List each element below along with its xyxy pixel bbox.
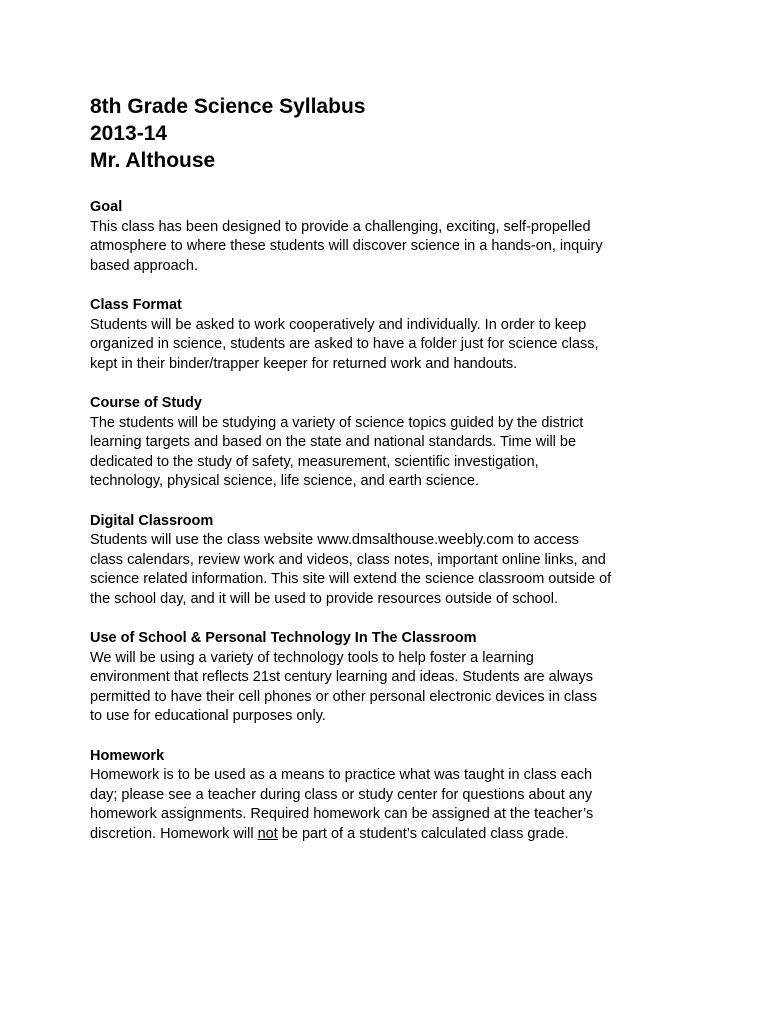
section-body (90, 531, 690, 609)
body-line: dedicated to the study of safety, measurement, scientific investigation, (90, 453, 539, 470)
body-line-final (90, 825, 690, 845)
section-heading: Course of Study (90, 395, 202, 411)
section-class-format (90, 296, 690, 374)
section-heading: Use of School & Personal Technology In The Classroom (90, 630, 477, 646)
body-line: learning targets and based on the state and national standards. Time will be (90, 434, 577, 450)
body-line: the school day, and it will be used to provide resources outside of school. (90, 590, 559, 607)
body-line: organized in science, students are asked to have a folder just for science class, (90, 336, 599, 352)
body-line: environment that reflects 21st century learning and ideas. Students are always (90, 669, 593, 685)
section-homework (90, 747, 690, 845)
section-goal (90, 198, 690, 276)
section-heading: Homework (90, 747, 165, 764)
body-line: day; please see a teacher during class or study center for questions about any (90, 786, 593, 803)
body-line: Students will use the class website www.dmsalthouse.weebly.com to access (90, 532, 579, 548)
section-body (90, 218, 690, 277)
text-before-emphasis: discretion. Homework will (90, 825, 258, 842)
body-line: homework assignments. Required homework can be assigned at the teacher’s (90, 806, 594, 822)
section-technology-use (90, 629, 690, 727)
body-line: permitted to have their cell phones or other personal electronic devices in class (90, 688, 597, 705)
body-line: We will be using a variety of technology tools to help foster a learning (90, 649, 534, 666)
body-line: Students will be asked to work cooperatively and individually. In order to keep (90, 316, 587, 333)
title-teacher: Mr. Althouse (90, 149, 216, 172)
body-line: based approach. (90, 257, 199, 274)
body-line: Homework is to be used as a means to practice what was taught in class each (90, 767, 593, 783)
syllabus-document (90, 93, 690, 864)
body-line: kept in their binder/trapper keeper for returned work and handouts. (90, 355, 518, 372)
body-line: The students will be studying a variety of science topics guided by the district (90, 414, 584, 431)
section-body (90, 766, 690, 844)
section-heading: Goal (90, 199, 123, 215)
section-body (90, 316, 690, 375)
title-year: 2013-14 (90, 122, 168, 145)
section-heading: Class Format (90, 297, 182, 313)
document-title (90, 93, 690, 174)
section-course-of-study (90, 394, 690, 492)
section-body (90, 649, 690, 727)
body-line: This class has been designed to provide a challenging, exciting, self-propelled (90, 218, 591, 235)
body-line: atmosphere to where these students will discover science in a hands-on, inquiry (90, 238, 603, 254)
title-course: 8th Grade Science Syllabus (90, 95, 366, 118)
text-after-emphasis: be part of a student’s calculated class grade. (277, 825, 569, 842)
section-body (90, 414, 690, 492)
body-line: class calendars, review work and videos, class notes, important online links, and (90, 551, 606, 568)
section-digital-classroom (90, 512, 690, 610)
body-line: science related information. This site will extend the science classroom outside of (90, 571, 612, 587)
underlined-emphasis: not (257, 825, 278, 842)
body-line: technology, physical science, life science, and earth science. (90, 473, 480, 489)
section-heading: Digital Classroom (90, 512, 214, 529)
body-line: to use for educational purposes only. (90, 708, 326, 724)
